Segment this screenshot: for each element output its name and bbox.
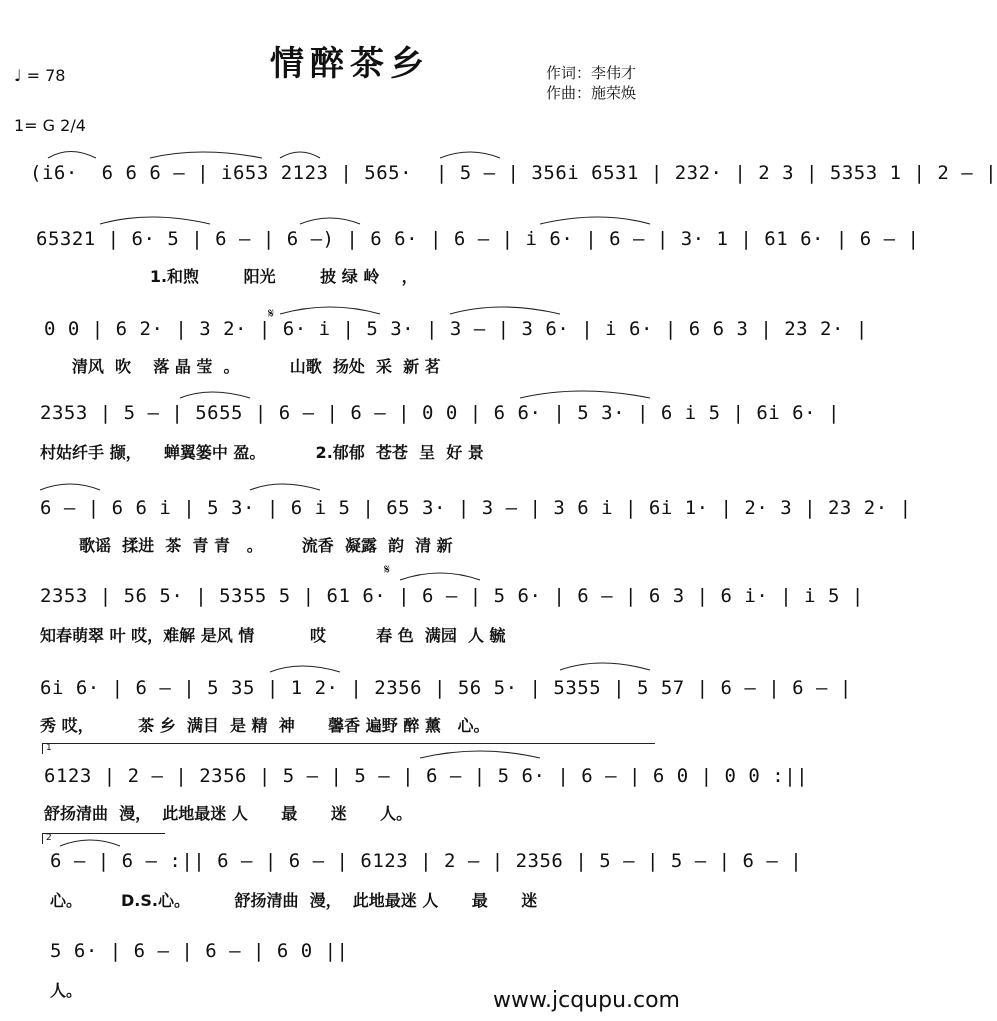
notation-line: 65321 | 6· 5 | 6 – | 6 –) | 6 6· | 6 – | i 6· | 6 – | 3· 1 | 61 6· | 6 – |	[36, 228, 920, 250]
slur	[270, 666, 340, 672]
slur	[280, 307, 380, 314]
lyric-line: 村姑纤手 撷， 蝉翼篓中 盈。 2.郁郁 苍苍 呈 好 景	[40, 443, 484, 462]
slur	[40, 484, 100, 490]
lyric-line: 1.和煦 阳光 披 绿 岭 ，	[44, 267, 418, 286]
composer-credit: 作曲：施荣焕	[546, 84, 637, 102]
lyric-line: 舒扬清曲 漫， 此地最迷 人 最 迷 人。	[44, 804, 413, 823]
notation-line: 6 – | 6 – :|| 6 – | 6 – | 6123 | 2 – | 2356 | 5 – | 5 – | 6 – |	[50, 850, 803, 872]
segno-mark: 𝄋	[268, 306, 275, 322]
slur	[540, 217, 650, 224]
slur	[450, 307, 560, 314]
key-signature: 1= G 2/4	[14, 116, 86, 135]
volta-bracket-second	[42, 833, 165, 844]
lyric-line: 人。	[50, 981, 83, 1000]
slur	[150, 152, 262, 158]
notation-line: 6i 6· | 6 – | 5 35 | 1 2· | 2356 | 56 5· | 5355 | 5 57 | 6 – | 6 – |	[40, 677, 852, 699]
watermark: www.jcqupu.com	[493, 988, 680, 1013]
slur	[250, 484, 320, 490]
slur	[400, 573, 480, 580]
notation-line: 6 – | 6 6 i | 5 3· | 6 i 5 | 65 3· | 3 – | 3 6 i | 6i 1· | 2· 3 | 23 2· |	[40, 497, 912, 519]
notation-line: (i6· 6 6 6 – | i653 2123 | 565· | 5 – | 356i 6531 | 232· | 2 3 | 5353 1 | 2 – |	[30, 162, 997, 184]
lyric-line: 秀 哎， 茶 乡 满目 是 精 神 馨香 遍野 醉 薰 心。	[40, 716, 490, 735]
notation-line: 2353 | 5 – | 5655 | 6 – | 6 – | 0 0 | 6 6· | 5 3· | 6 i 5 | 6i 6· |	[40, 402, 840, 424]
slur	[180, 392, 250, 398]
slur	[48, 152, 96, 159]
lyric-line: 心。 D.S.心。 舒扬清曲 漫， 此地最迷 人 最 迷	[50, 891, 538, 910]
lyric-line: 知春萌翠 叶 哎，难解 是风 情 哎 春 色 满园 人 毓	[40, 626, 506, 645]
slur	[300, 218, 360, 224]
notation-line: 0 0 | 6 2· | 3 2· | 6· i | 5 3· | 3 – | 3 6· | i 6· | 6 6 3 | 23 2· |	[44, 318, 868, 340]
segno-mark: 𝄋	[384, 562, 391, 578]
lyric-line: 清风 吹 落 晶 莹 。 山歌 扬处 采 新 茗	[44, 357, 441, 376]
notation-line: 5 6· | 6 – | 6 – | 6 0 ||	[50, 940, 349, 962]
slur	[520, 391, 650, 398]
tempo-marking: ♩ = 78	[14, 66, 66, 85]
volta-number: 2	[46, 833, 52, 843]
slur	[560, 663, 650, 670]
slur	[100, 217, 210, 224]
volta-number: 1	[46, 743, 52, 753]
notation-line: 6123 | 2 – | 2356 | 5 – | 5 – | 6 – | 5 6· | 6 – | 6 0 | 0 0 :||	[44, 765, 809, 787]
notation-line: 2353 | 56 5· | 5355 5 | 61 6· | 6 – | 5 6· | 6 – | 6 3 | 6 i· | i 5 |	[40, 585, 864, 607]
volta-bracket-first	[42, 743, 655, 754]
slur	[440, 152, 500, 158]
slur	[280, 152, 320, 158]
lyric-line: 歌谣 揉进 茶 青 青 。 流香 凝露 韵 清 新	[40, 536, 453, 555]
lyricist-credit: 作词：李伟才	[546, 64, 637, 82]
song-title: 情醉茶乡	[270, 44, 430, 84]
